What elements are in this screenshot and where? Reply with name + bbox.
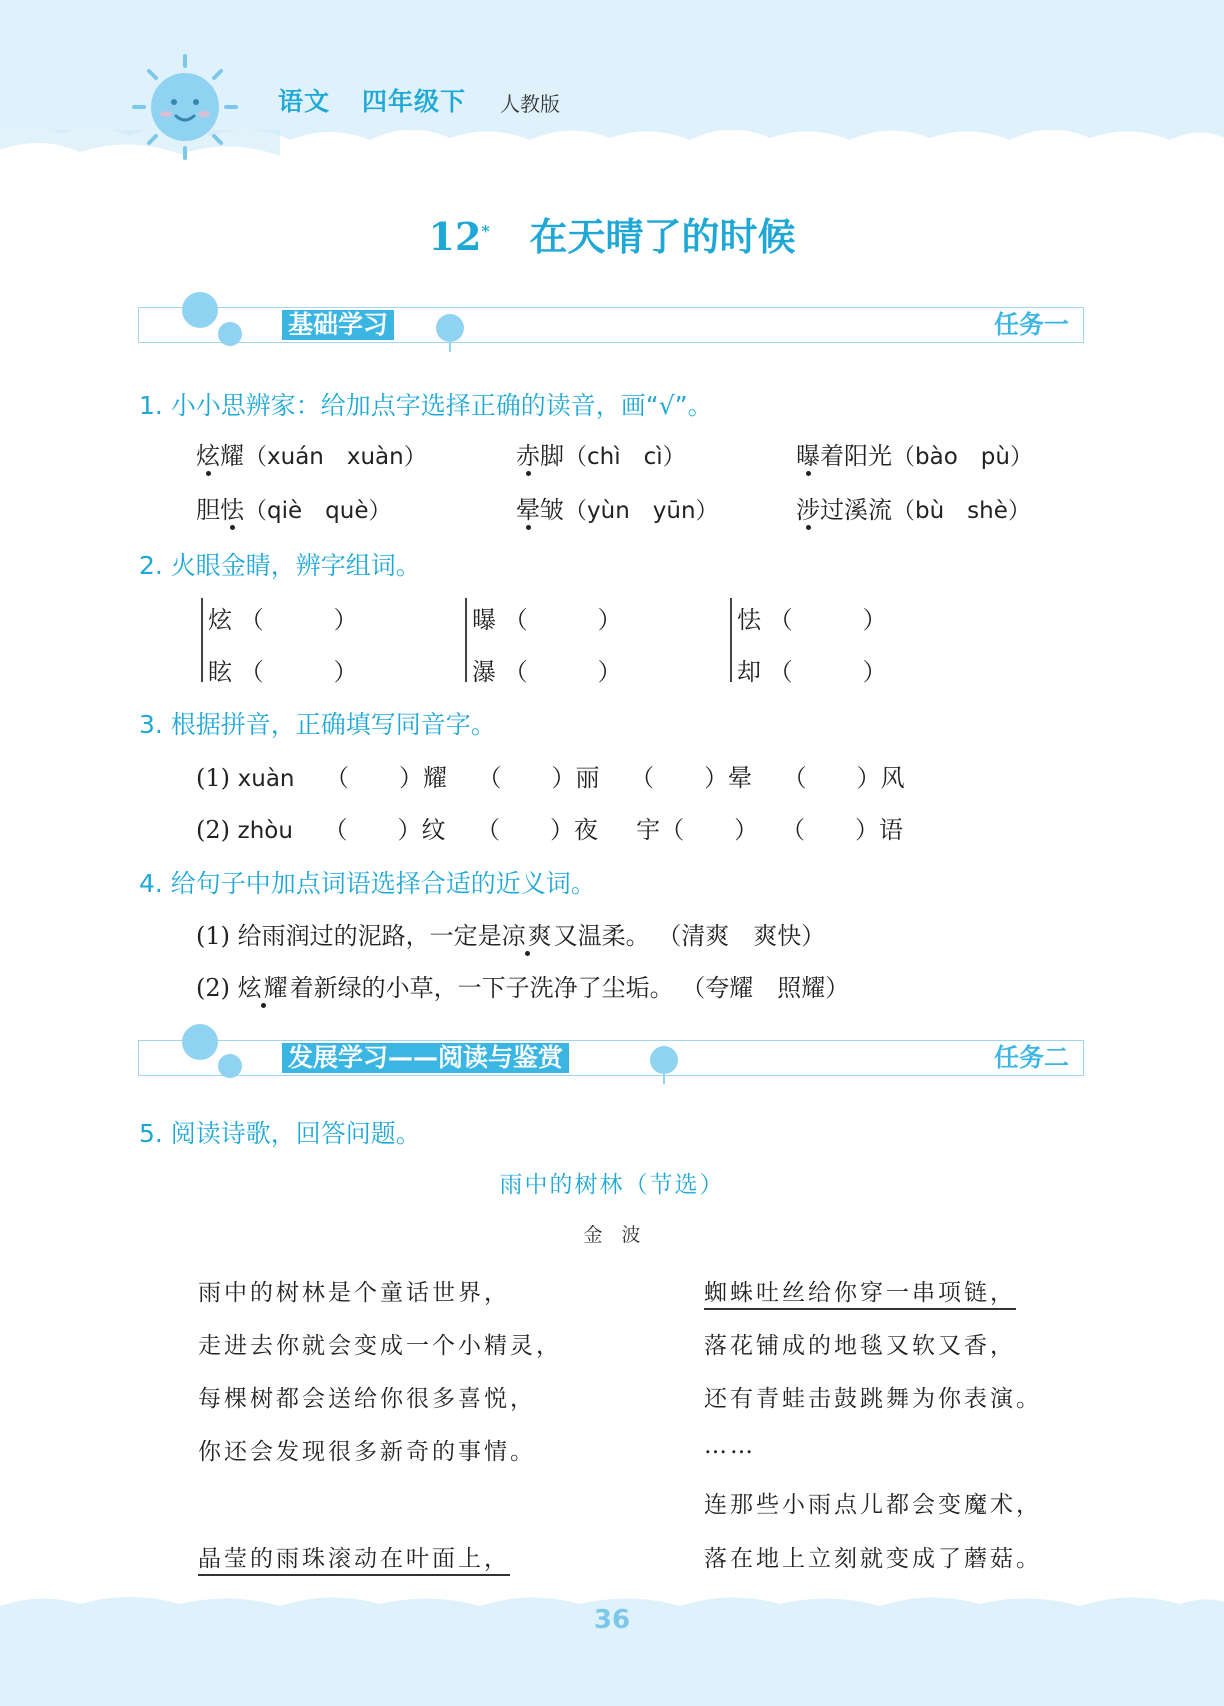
poem-line: 走进去你就会变成一个小精灵，	[198, 1333, 562, 1359]
poem-line-wrap	[704, 1274, 1016, 1307]
poem-line: 落花铺成的地毯又软又香，	[704, 1333, 1016, 1359]
balloon-icon	[178, 1022, 258, 1082]
page-number: 36	[593, 1605, 631, 1635]
section-bar-development	[138, 1040, 1084, 1076]
dotted-char: 赤	[516, 442, 540, 470]
brace-bracket	[730, 598, 732, 682]
balloon-icon	[432, 312, 468, 352]
underlined-poem-line: 晶莹的雨珠滚动在叶面上，	[198, 1546, 510, 1576]
poem-line-wrap	[198, 1540, 510, 1573]
q1-item: 胆怯（qiè què）	[196, 496, 392, 524]
lesson-number: 12	[428, 214, 482, 259]
poem-line: 还有青蛙击鼓跳舞为你表演。	[704, 1386, 1042, 1412]
lesson-title-text: 在天晴了的时候	[529, 214, 796, 259]
question-4-title: 4. 给句子中加点词语选择合适的近义词。	[139, 869, 596, 898]
q1-item: 涉过溪流（bù shè）	[796, 496, 1031, 524]
pinyin-choice: （qiè què）	[244, 498, 392, 524]
poem-author: 金 波	[583, 1224, 641, 1246]
q1-item: 赤脚（chì cì）	[516, 442, 686, 470]
poem-line: 连那些小雨点儿都会变魔术，	[704, 1492, 1042, 1518]
pinyin-choice: （chì cì）	[564, 444, 686, 470]
poem-line: 落在地上立刻就变成了蘑菇。	[704, 1546, 1042, 1572]
poem-title: 雨中的树林（节选）	[499, 1172, 725, 1198]
q4-sentence-1: (1) 给雨润过的泥路，一定是凉爽又温柔。 （清爽 爽快）	[196, 922, 826, 950]
poem-ellipsis: ……	[704, 1433, 756, 1459]
section-bar-basic	[138, 307, 1084, 343]
poem-line: 雨中的树林是个童话世界，	[198, 1280, 510, 1306]
balloon-icon	[178, 290, 258, 350]
underlined-poem-line: 蜘蛛吐丝给你穿一串项链，	[704, 1280, 1016, 1310]
pinyin-choice: （bào pù）	[892, 444, 1033, 470]
brace-bracket	[465, 598, 467, 682]
q1-item: 晕皱（yùn yūn）	[516, 496, 719, 524]
question-2-title: 2. 火眼金睛，辨字组词。	[139, 551, 421, 580]
q2-word-row: 瀑 （ ）	[472, 658, 622, 686]
q2-word-row: 眩 （ ）	[208, 658, 358, 686]
sun-mascot-icon	[130, 52, 240, 162]
q1-item: 炫耀（xuán xuàn）	[196, 442, 427, 470]
section-label-development: 发展学习——阅读与鉴赏	[282, 1043, 569, 1073]
pinyin-choice: （bù shè）	[892, 498, 1031, 524]
lesson-star: *	[481, 221, 490, 241]
q1-item: 曝着阳光（bào pù）	[796, 442, 1033, 470]
q3-row-1: (1) xuàn （ ）耀 （ ）丽 （ ）晕 （ ）风	[196, 764, 905, 792]
pinyin-choice: （yùn yūn）	[564, 498, 719, 524]
dotted-char: 晕	[516, 496, 540, 524]
dotted-char: 炫	[196, 442, 220, 470]
dotted-char: 曝	[796, 442, 820, 470]
q2-word-row: 怯 （ ）	[737, 606, 887, 634]
header-edition: 人教版	[500, 92, 560, 116]
section-label-basic: 基础学习	[282, 310, 394, 340]
q2-word-row: 曝 （ ）	[472, 606, 622, 634]
header-subject: 语文	[278, 87, 331, 116]
dotted-word: 凉爽	[501, 922, 554, 950]
poem-line: 每棵树都会送给你很多喜悦，	[198, 1386, 536, 1412]
header-grade: 四年级下	[362, 87, 467, 116]
q2-word-row: 却 （ ）	[737, 658, 887, 686]
question-5-title: 5. 阅读诗歌，回答问题。	[139, 1119, 421, 1148]
q4-sentence-2: (2) 炫耀着新绿的小草，一下子洗净了尘垢。 （夸耀 照耀）	[196, 974, 850, 1002]
dotted-char: 涉	[796, 496, 820, 524]
question-3-title: 3. 根据拼音，正确填写同音字。	[139, 710, 496, 739]
dotted-word: 炫耀	[237, 974, 290, 1002]
balloon-icon	[646, 1044, 682, 1084]
lesson-title	[0, 206, 1224, 261]
q3-row-2: (2) zhòu （ ）纹 （ ）夜 宇（ ） （ ）语	[196, 816, 904, 844]
footer-cloud-band	[0, 1586, 1224, 1706]
q2-word-row: 炫 （ ）	[208, 606, 358, 634]
dotted-char: 怯	[220, 496, 244, 524]
pinyin-choice: （xuán xuàn）	[244, 444, 427, 470]
task-label-1: 任务一	[993, 310, 1069, 339]
poem-line: 你还会发现很多新奇的事情。	[198, 1439, 536, 1465]
brace-bracket	[201, 598, 203, 682]
task-label-2: 任务二	[993, 1043, 1069, 1072]
question-1-title: 1. 小小思辨家：给加点字选择正确的读音，画“√”。	[139, 391, 713, 420]
